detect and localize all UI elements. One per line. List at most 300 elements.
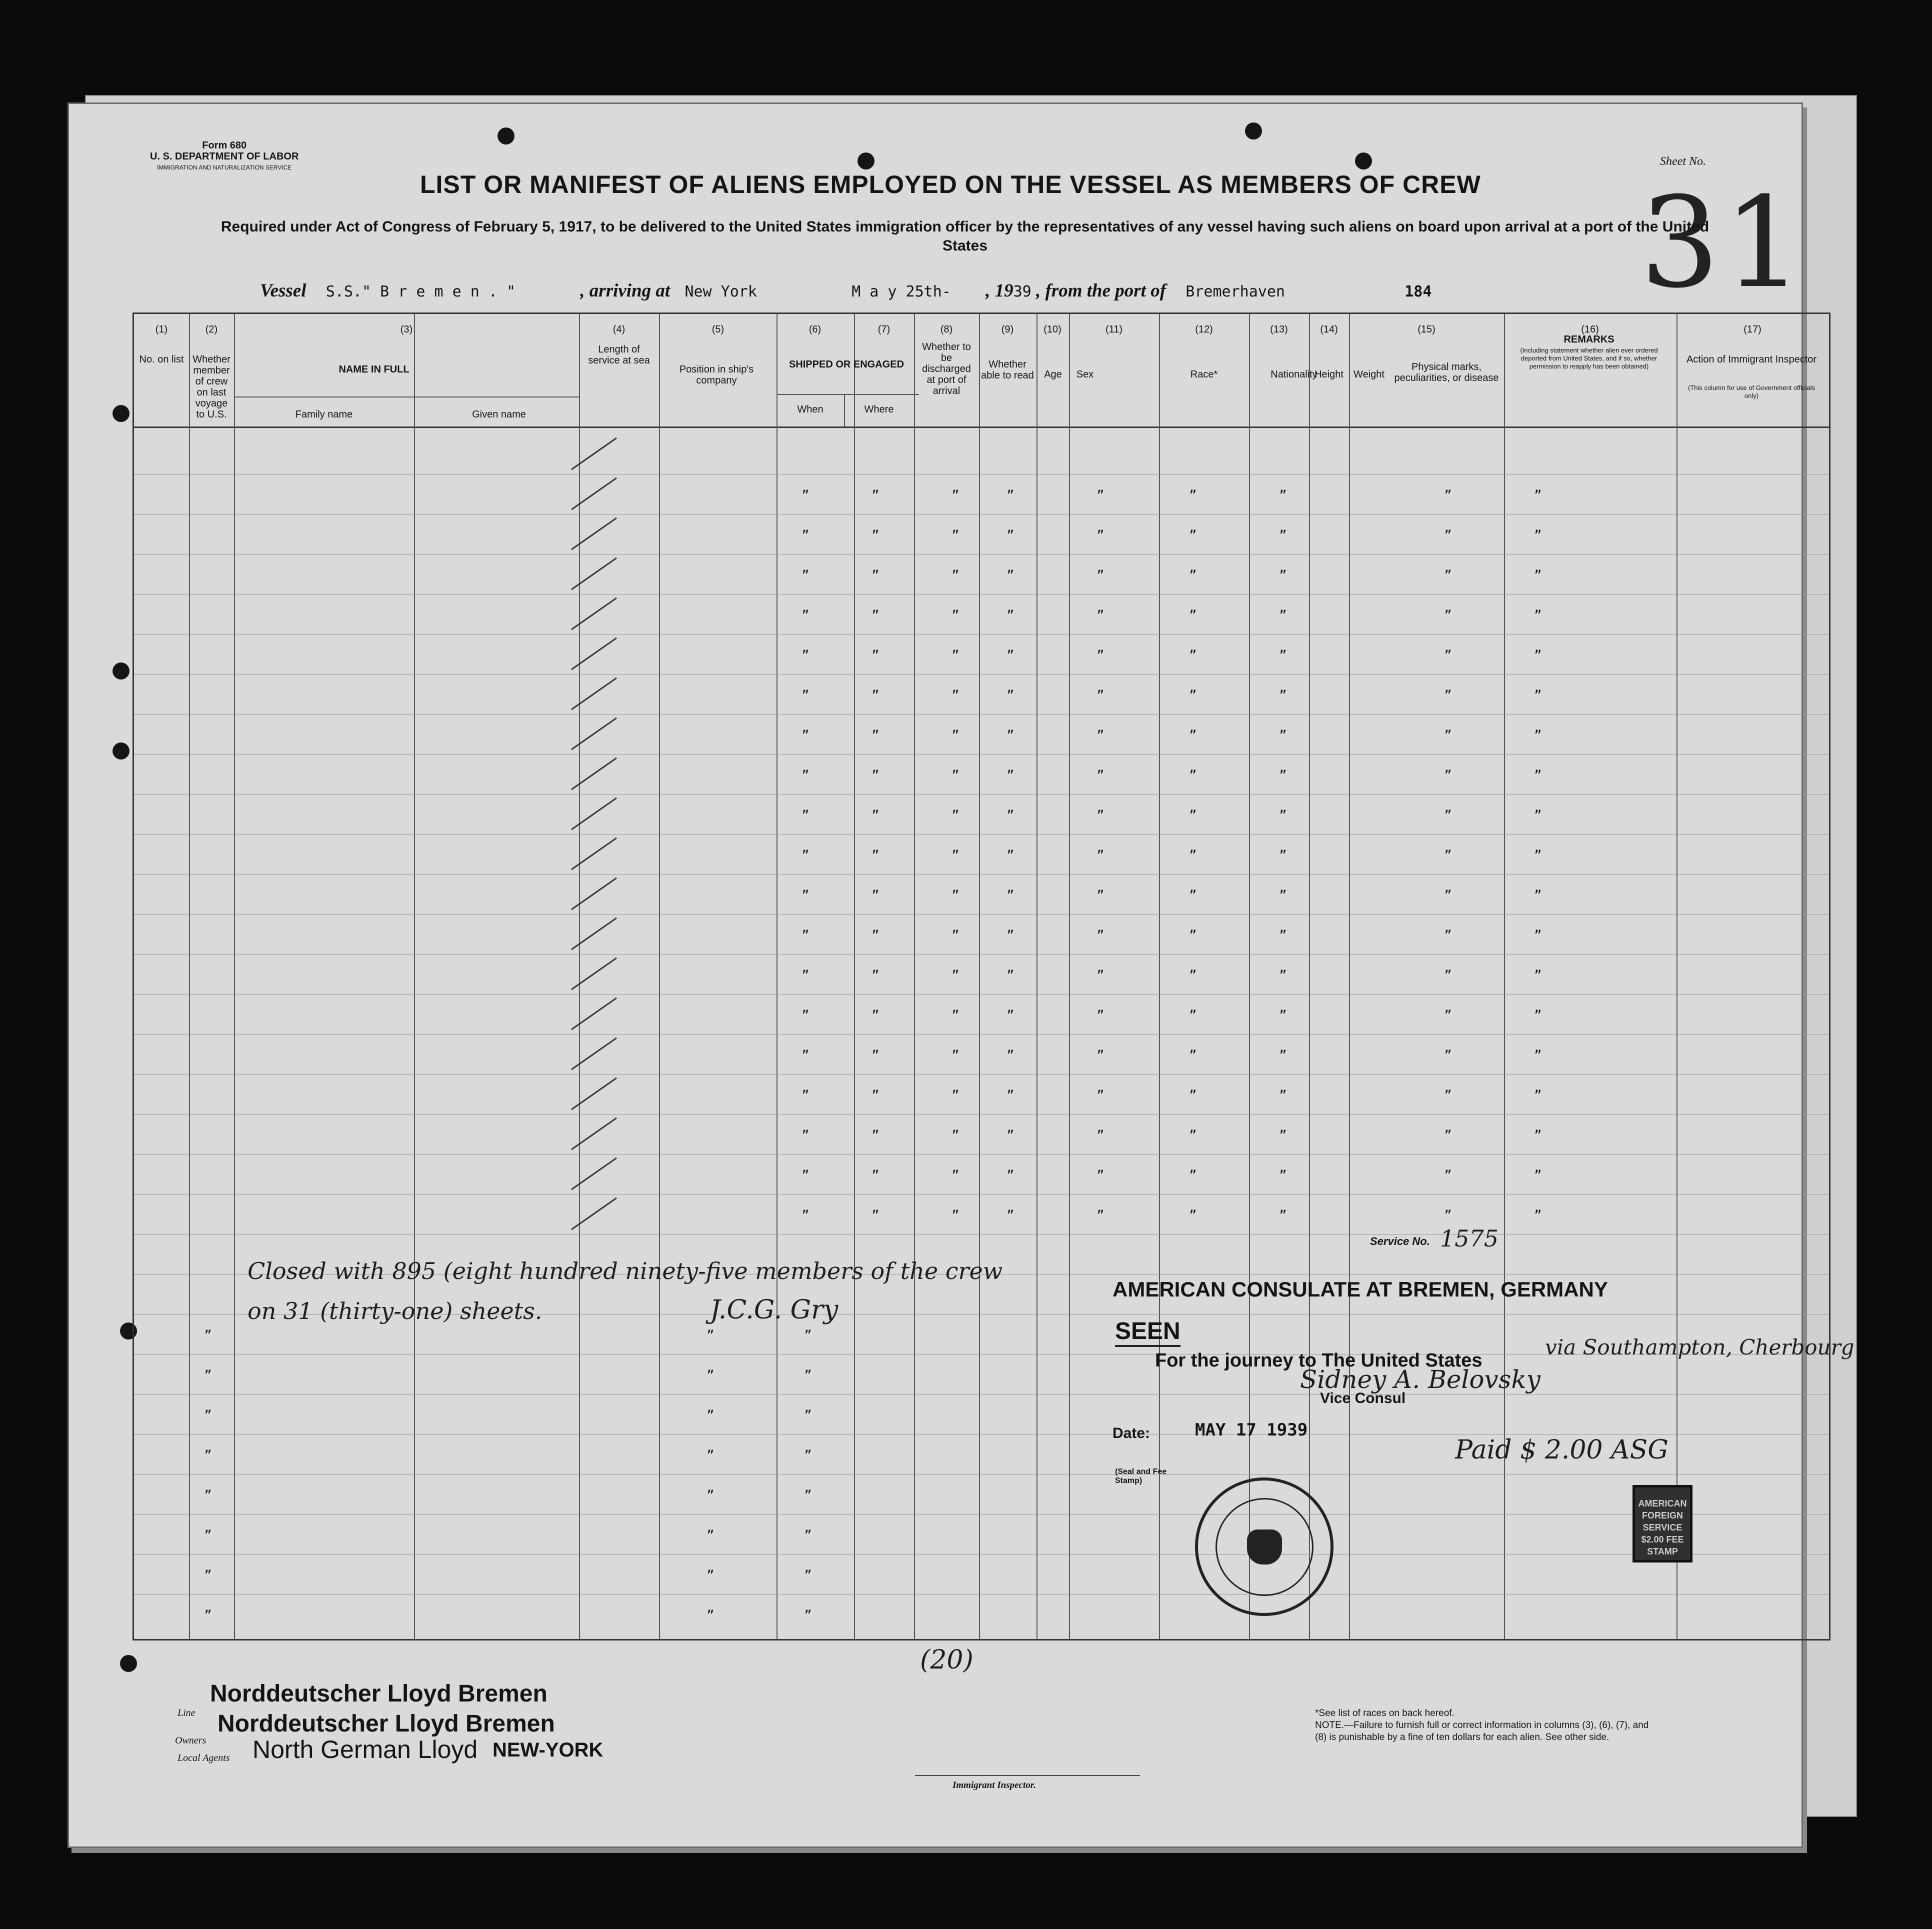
column-divider xyxy=(979,314,980,1639)
header-discharged: Whether to be discharged at port of arrival xyxy=(922,342,971,396)
ditto-mark: ” xyxy=(204,1528,212,1543)
ditto-mark: ” xyxy=(1096,1208,1104,1223)
ditto-mark: ” xyxy=(706,1368,714,1383)
ditto-mark: ” xyxy=(1444,1168,1452,1183)
document-subtitle: Required under Act of Congress of February 5, 1917, to be delivered to the United States immigration officer by the representatives of any vessel having such aliens on board upon arrival at a port of the United States xyxy=(220,218,1710,254)
column-number: (17) xyxy=(1744,324,1762,335)
ditto-mark: ” xyxy=(1096,608,1104,623)
column-number: (15) xyxy=(1418,324,1436,335)
check-mark xyxy=(571,998,617,1030)
visa-date: MAY 17 1939 xyxy=(1195,1420,1308,1440)
ditto-mark: ” xyxy=(1006,1008,1014,1023)
ditto-mark: ” xyxy=(1189,688,1197,703)
ditto-mark: ” xyxy=(1534,648,1542,663)
ditto-mark: ” xyxy=(952,1168,960,1183)
ditto-mark: ” xyxy=(802,568,810,583)
ditto-mark: ” xyxy=(1279,648,1287,663)
ditto-mark: ” xyxy=(1006,528,1014,543)
ditto-mark: ” xyxy=(1006,848,1014,863)
ditto-mark: ” xyxy=(1444,728,1452,743)
ditto-mark: ” xyxy=(952,1128,960,1143)
ditto-mark: ” xyxy=(1279,1208,1287,1223)
ditto-mark: ” xyxy=(1189,1168,1197,1183)
header-weight: Weight xyxy=(1354,369,1384,380)
header-given-name: Given name xyxy=(472,409,526,420)
ditto-mark: ” xyxy=(1279,1168,1287,1183)
column-divider xyxy=(914,314,915,1639)
ditto-mark: ” xyxy=(1444,928,1452,943)
column-number: (7) xyxy=(878,324,890,335)
arriving-label: , arriving at xyxy=(580,280,670,301)
sheet-label: Sheet No. xyxy=(1660,155,1706,168)
ditto-mark: ” xyxy=(872,1048,880,1063)
ditto-mark: ” xyxy=(1189,648,1197,663)
ditto-mark: ” xyxy=(1189,1128,1197,1143)
ditto-mark: ” xyxy=(952,768,960,783)
ditto-mark: ” xyxy=(1096,648,1104,663)
punch-hole xyxy=(498,128,514,144)
header-name-in-full: NAME IN FULL xyxy=(338,364,410,375)
given-name-divider xyxy=(414,396,415,426)
punch-hole xyxy=(858,152,874,170)
ditto-mark: ” xyxy=(952,1208,960,1223)
ditto-mark: ” xyxy=(802,768,810,783)
ditto-mark: ” xyxy=(1096,1048,1104,1063)
vessel-name: S.S." B r e m e n . " xyxy=(326,283,516,300)
ditto-mark: ” xyxy=(1444,528,1452,543)
ditto-mark: ” xyxy=(802,888,810,903)
vessel-label: Vessel xyxy=(260,280,306,301)
column-divider xyxy=(414,314,415,1639)
service-no-label: Service No. xyxy=(1370,1235,1430,1248)
ditto-mark: ” xyxy=(1189,808,1197,823)
fee-paid-note: Paid $ 2.00 ASG xyxy=(1455,1435,1668,1465)
ditto-mark: ” xyxy=(1189,888,1197,903)
check-mark xyxy=(571,838,617,870)
ditto-mark: ” xyxy=(1534,1208,1542,1223)
ditto-mark: ” xyxy=(804,1608,812,1623)
ditto-mark: ” xyxy=(1006,648,1014,663)
ditto-mark: ” xyxy=(1534,968,1542,983)
ditto-mark: ” xyxy=(706,1328,714,1343)
agents-name: North German Lloyd xyxy=(252,1736,478,1764)
ditto-mark: ” xyxy=(872,768,880,783)
ditto-mark: ” xyxy=(872,488,880,503)
ditto-mark: ” xyxy=(1444,768,1452,783)
header-height: Height xyxy=(1314,369,1344,380)
column-divider xyxy=(1309,314,1310,1639)
department-name: U. S. DEPARTMENT OF LABOR xyxy=(150,151,299,162)
ditto-mark: ” xyxy=(1279,808,1287,823)
ditto-mark: ” xyxy=(1006,968,1014,983)
ditto-mark: ” xyxy=(952,568,960,583)
owners-name: Norddeutscher Lloyd Bremen xyxy=(218,1710,555,1737)
ditto-mark: ” xyxy=(802,808,810,823)
punch-hole xyxy=(120,1655,137,1672)
ditto-mark: ” xyxy=(952,488,960,503)
journey-stamp: For the journey to The United States xyxy=(1155,1350,1482,1371)
ditto-mark: ” xyxy=(802,848,810,863)
check-mark xyxy=(571,758,617,790)
ditto-mark: ” xyxy=(1444,688,1452,703)
ditto-mark: ” xyxy=(1006,1168,1014,1183)
ditto-mark: ” xyxy=(1534,1008,1542,1023)
ditto-mark: ” xyxy=(872,528,880,543)
ditto-mark: ” xyxy=(802,1008,810,1023)
closing-note-line2: on 31 (thirty-one) sheets. xyxy=(248,1298,542,1324)
ditto-mark: ” xyxy=(1189,608,1197,623)
header-divider xyxy=(134,426,1829,428)
ditto-mark: ” xyxy=(1096,568,1104,583)
punch-hole xyxy=(1245,122,1262,140)
ditto-mark: ” xyxy=(204,1368,212,1383)
ditto-mark: ” xyxy=(1279,1088,1287,1103)
ditto-mark: ” xyxy=(1444,1048,1452,1063)
ditto-mark: ” xyxy=(1006,728,1014,743)
ditto-mark: ” xyxy=(1279,848,1287,863)
ditto-mark: ” xyxy=(1279,1008,1287,1023)
ditto-mark: ” xyxy=(204,1448,212,1463)
ditto-mark: ” xyxy=(1279,768,1287,783)
ditto-mark: ” xyxy=(706,1408,714,1423)
ditto-mark: ” xyxy=(1279,968,1287,983)
header-where: Where xyxy=(864,404,894,415)
header-action-note: (This column for use of Government officials only) xyxy=(1688,384,1816,400)
punch-hole xyxy=(112,662,130,680)
ditto-mark: ” xyxy=(804,1488,812,1503)
ditto-mark: ” xyxy=(1006,688,1014,703)
header-race: Race* xyxy=(1190,369,1218,380)
ditto-mark: ” xyxy=(1534,888,1542,903)
ditto-mark: ” xyxy=(1096,848,1104,863)
ditto-mark: ” xyxy=(1096,528,1104,543)
ditto-mark: ” xyxy=(872,1168,880,1183)
punch-hole xyxy=(1355,152,1372,170)
check-mark xyxy=(571,718,617,750)
column-divider xyxy=(854,314,855,1639)
ditto-mark: ” xyxy=(1534,808,1542,823)
header-when: When xyxy=(797,404,824,415)
year-suffix: 39 xyxy=(1013,283,1032,300)
ditto-mark: ” xyxy=(1189,728,1197,743)
count-mark: (20) xyxy=(920,1645,974,1675)
ditto-mark: ” xyxy=(1534,768,1542,783)
ditto-mark: ” xyxy=(706,1568,714,1583)
ditto-mark: ” xyxy=(1534,688,1542,703)
ditto-mark: ” xyxy=(1534,568,1542,583)
ditto-mark: ” xyxy=(1279,488,1287,503)
column-number: (3) xyxy=(400,324,413,335)
ditto-mark: ” xyxy=(802,728,810,743)
header-no-on-list: No. on list xyxy=(139,354,184,365)
ditto-mark: ” xyxy=(1279,608,1287,623)
line-name: Norddeutscher Lloyd Bremen xyxy=(210,1680,548,1707)
ditto-mark: ” xyxy=(872,928,880,943)
ditto-mark: ” xyxy=(1279,928,1287,943)
ditto-mark: ” xyxy=(872,688,880,703)
ditto-mark: ” xyxy=(1096,888,1104,903)
ditto-mark: ” xyxy=(1096,1008,1104,1023)
column-number: (4) xyxy=(612,324,626,335)
line-label: Line xyxy=(178,1708,196,1718)
column-divider xyxy=(234,314,235,1639)
ditto-mark: ” xyxy=(952,648,960,663)
ditto-mark: ” xyxy=(872,968,880,983)
seal-label: (Seal and Fee Stamp) xyxy=(1115,1468,1167,1485)
header-shipped: SHIPPED OR ENGAGED xyxy=(788,359,904,370)
ditto-mark: ” xyxy=(802,1128,810,1143)
year-prefix: , 19 xyxy=(986,280,1014,301)
inspector-label: Immigrant Inspector. xyxy=(952,1780,1036,1790)
header-length-service: Length of service at sea xyxy=(588,344,650,366)
column-number: (8) xyxy=(940,324,953,335)
via-route: via Southampton, Cherbourg xyxy=(1545,1335,1854,1360)
check-mark xyxy=(571,878,617,910)
document-title: LIST OR MANIFEST OF ALIENS EMPLOYED ON THE VESSEL AS MEMBERS OF CREW xyxy=(420,170,1481,198)
ditto-mark: ” xyxy=(1096,808,1104,823)
consulate-header: AMERICAN CONSULATE AT BREMEN, GERMANY xyxy=(1112,1278,1608,1301)
ditto-mark: ” xyxy=(872,1208,880,1223)
ditto-mark: ” xyxy=(804,1448,812,1463)
column-number: (2) xyxy=(205,324,218,335)
ditto-mark: ” xyxy=(1006,808,1014,823)
ditto-mark: ” xyxy=(802,648,810,663)
ditto-mark: ” xyxy=(1279,728,1287,743)
header-remarks: REMARKS xyxy=(1564,334,1614,345)
ditto-mark: ” xyxy=(1444,648,1452,663)
check-mark xyxy=(571,438,617,470)
ditto-mark: ” xyxy=(1189,928,1197,943)
column-number: (14) xyxy=(1320,324,1338,335)
ditto-mark: ” xyxy=(1279,888,1287,903)
check-mark xyxy=(571,1038,617,1070)
header-family-name: Family name xyxy=(295,409,353,420)
ditto-mark: ” xyxy=(1279,1128,1287,1143)
ditto-mark: ” xyxy=(872,568,880,583)
race-note: *See list of races on back hereof. xyxy=(1315,1708,1454,1718)
ditto-mark: ” xyxy=(1189,528,1197,543)
ditto-mark: ” xyxy=(802,1048,810,1063)
ditto-mark: ” xyxy=(952,928,960,943)
agents-label: Local Agents xyxy=(178,1752,230,1764)
ditto-mark: ” xyxy=(952,1088,960,1103)
ditto-mark: ” xyxy=(1006,1088,1014,1103)
header-sex: Sex xyxy=(1076,369,1094,380)
ditto-mark: ” xyxy=(952,688,960,703)
ditto-mark: ” xyxy=(1189,1208,1197,1223)
ditto-mark: ” xyxy=(1189,968,1197,983)
inspector-signature-line xyxy=(915,1775,1140,1776)
ditto-mark: ” xyxy=(802,528,810,543)
check-mark xyxy=(571,678,617,710)
check-mark xyxy=(571,958,617,990)
ditto-mark: ” xyxy=(952,1008,960,1023)
ditto-mark: ” xyxy=(1096,728,1104,743)
ditto-mark: ” xyxy=(1096,1088,1104,1103)
check-mark xyxy=(571,1198,617,1230)
ditto-mark: ” xyxy=(1189,488,1197,503)
ditto-mark: ” xyxy=(872,1008,880,1023)
date-label: Date: xyxy=(1112,1425,1150,1442)
column-number: (5) xyxy=(712,324,724,335)
page-count: 184 xyxy=(1404,283,1432,300)
ditto-mark: ” xyxy=(1006,1128,1014,1143)
header-action: Action of Immigrant Inspector xyxy=(1686,354,1817,365)
ditto-mark: ” xyxy=(1096,1168,1104,1183)
header-able-read: Whether able to read xyxy=(981,359,1034,381)
ditto-mark: ” xyxy=(204,1488,212,1503)
ditto-mark: ” xyxy=(1189,848,1197,863)
ditto-mark: ” xyxy=(204,1608,212,1623)
ditto-mark: ” xyxy=(952,848,960,863)
column-number: (10) xyxy=(1044,324,1062,335)
ditto-mark: ” xyxy=(706,1528,714,1543)
ditto-mark: ” xyxy=(1534,1088,1542,1103)
ditto-mark: ” xyxy=(1534,1128,1542,1143)
column-number: (6) xyxy=(808,324,822,335)
ditto-mark: ” xyxy=(802,1088,810,1103)
column-number: (11) xyxy=(1105,324,1123,335)
ditto-mark: ” xyxy=(804,1408,812,1423)
ditto-mark: ” xyxy=(1189,1048,1197,1063)
from-port-label: , from the port of xyxy=(1036,280,1166,301)
ditto-mark: ” xyxy=(952,808,960,823)
header-prior-voyage: Whether member of crew on last voyage to U.S. xyxy=(192,354,230,420)
ditto-mark: ” xyxy=(1444,888,1452,903)
ditto-mark: ” xyxy=(706,1488,714,1503)
consulate-seal xyxy=(1195,1478,1334,1616)
ditto-mark: ” xyxy=(1444,1088,1452,1103)
header-position: Position in ship's company xyxy=(679,364,754,386)
arriving-port: New York xyxy=(684,283,757,300)
column-divider xyxy=(1036,314,1038,1639)
ditto-mark: ” xyxy=(1444,1008,1452,1023)
ditto-mark: ” xyxy=(802,488,810,503)
check-mark xyxy=(571,1078,617,1110)
ditto-mark: ” xyxy=(1006,1048,1014,1063)
column-number: (12) xyxy=(1195,324,1213,335)
ditto-mark: ” xyxy=(1096,768,1104,783)
ditto-mark: ” xyxy=(1096,1128,1104,1143)
header-age: Age xyxy=(1044,369,1062,380)
ditto-mark: ” xyxy=(1444,848,1452,863)
ditto-mark: ” xyxy=(1279,568,1287,583)
ditto-mark: ” xyxy=(872,808,880,823)
ditto-mark: ” xyxy=(1534,528,1542,543)
ditto-mark: ” xyxy=(1006,768,1014,783)
ditto-mark: ” xyxy=(802,608,810,623)
ditto-mark: ” xyxy=(872,848,880,863)
eagle-emblem-icon xyxy=(1247,1530,1282,1564)
check-mark xyxy=(571,518,617,550)
column-divider xyxy=(659,314,660,1639)
check-mark xyxy=(571,798,617,830)
column-divider xyxy=(1249,314,1250,1639)
header-physical: Physical marks, peculiarities, or disease xyxy=(1394,362,1499,384)
ditto-mark: ” xyxy=(1534,488,1542,503)
ditto-mark: ” xyxy=(1534,848,1542,863)
check-mark xyxy=(571,558,617,590)
name-subheader-line xyxy=(234,396,579,398)
ditto-mark: ” xyxy=(802,968,810,983)
ditto-mark: ” xyxy=(872,648,880,663)
column-divider xyxy=(1159,314,1160,1639)
ditto-mark: ” xyxy=(706,1448,714,1463)
ditto-mark: ” xyxy=(1534,728,1542,743)
ditto-mark: ” xyxy=(804,1528,812,1543)
ditto-mark: ” xyxy=(872,1088,880,1103)
ditto-mark: ” xyxy=(952,888,960,903)
check-mark xyxy=(571,638,617,670)
ditto-mark: ” xyxy=(1096,688,1104,703)
agents-city: NEW-YORK xyxy=(492,1739,604,1761)
ditto-mark: ” xyxy=(1096,928,1104,943)
check-mark xyxy=(571,598,617,630)
bureau-name: IMMIGRATION AND NATURALIZATION SERVICE xyxy=(157,164,292,171)
ditto-mark: ” xyxy=(872,888,880,903)
ditto-mark: ” xyxy=(1279,1048,1287,1063)
sheet-number: 31 xyxy=(1640,170,1808,316)
ditto-mark: ” xyxy=(1444,1128,1452,1143)
ditto-mark: ” xyxy=(952,608,960,623)
ditto-mark: ” xyxy=(1006,568,1014,583)
ditto-mark: ” xyxy=(1444,1208,1452,1223)
ditto-mark: ” xyxy=(802,1168,810,1183)
ditto-mark: ” xyxy=(1189,768,1197,783)
initials-signature: J.C.G. Gry xyxy=(710,1295,838,1325)
fee-stamp: AMERICAN FOREIGN SERVICE $2.00 FEE STAMP xyxy=(1632,1485,1692,1562)
column-number: (16) xyxy=(1581,324,1599,335)
ditto-mark: ” xyxy=(1534,608,1542,623)
shipped-subheader-line xyxy=(776,394,919,395)
ditto-mark: ” xyxy=(952,1048,960,1063)
vessel-line xyxy=(260,280,1432,302)
check-mark xyxy=(571,1118,617,1150)
owners-label: Owners xyxy=(175,1735,206,1746)
ditto-mark: ” xyxy=(1189,1008,1197,1023)
punch-hole xyxy=(112,405,130,422)
ditto-mark: ” xyxy=(204,1568,212,1583)
ditto-mark: ” xyxy=(872,608,880,623)
column-divider xyxy=(776,314,778,1639)
ditto-mark: ” xyxy=(706,1608,714,1623)
ditto-mark: ” xyxy=(802,1208,810,1223)
form-number: Form 680 xyxy=(202,140,247,151)
ditto-mark: ” xyxy=(1444,568,1452,583)
ditto-mark: ” xyxy=(804,1328,812,1343)
column-number: (13) xyxy=(1270,324,1288,335)
ditto-mark: ” xyxy=(1534,928,1542,943)
column-divider xyxy=(1069,314,1070,1639)
column-divider xyxy=(579,314,580,1639)
column-divider xyxy=(1349,314,1350,1639)
from-port: Bremerhaven xyxy=(1186,283,1285,300)
ditto-mark: ” xyxy=(1444,968,1452,983)
seen-stamp: SEEN xyxy=(1115,1318,1180,1347)
ditto-mark: ” xyxy=(204,1328,212,1343)
consul-signature: Sidney A. Belovsky xyxy=(1300,1365,1540,1394)
column-divider xyxy=(189,314,190,1639)
ditto-mark: ” xyxy=(1189,1088,1197,1103)
punch-hole xyxy=(112,742,130,760)
ditto-mark: ” xyxy=(872,728,880,743)
penalty-note: NOTE.—Failure to furnish full or correct information in columns (3), (6), (7), and (8) is punishable by a fine of ten dollars for each alien. See other side. xyxy=(1315,1720,1649,1742)
ditto-mark: ” xyxy=(1279,688,1287,703)
ditto-mark: ” xyxy=(1279,528,1287,543)
ditto-mark: ” xyxy=(1006,608,1014,623)
ditto-mark: ” xyxy=(804,1568,812,1583)
seal-eagle-ring xyxy=(1216,1498,1314,1596)
